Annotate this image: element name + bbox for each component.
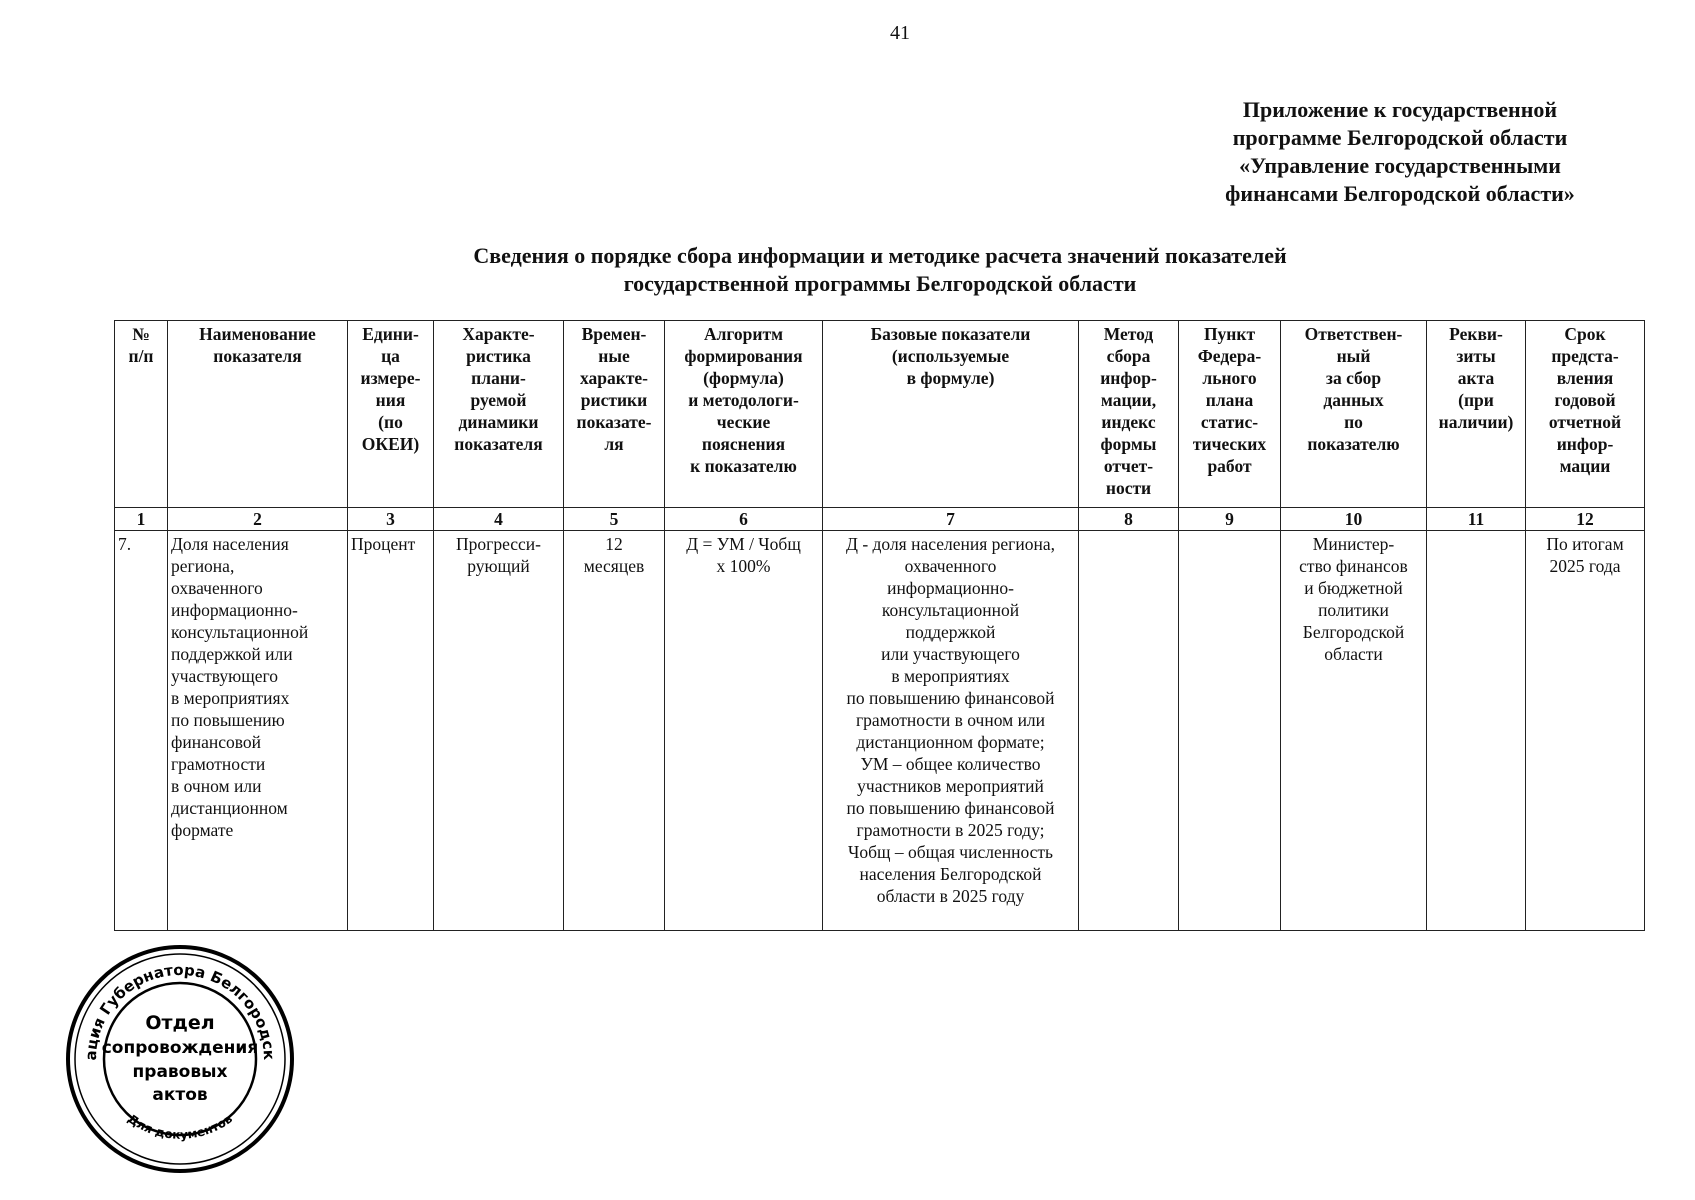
header-cell-requisites: Рекви- зиты акта (при наличии) bbox=[1427, 321, 1526, 508]
column-number: 8 bbox=[1079, 508, 1179, 531]
department-stamp bbox=[64, 943, 296, 1175]
column-number: 7 bbox=[823, 508, 1079, 531]
column-number: 10 bbox=[1281, 508, 1427, 531]
column-number: 6 bbox=[665, 508, 823, 531]
indicator-table bbox=[114, 320, 1645, 931]
header-cell-formula: Алгоритм формирования (формула) и методологи- ческие пояснения к показателю bbox=[665, 321, 823, 508]
header-cell-num: № п/п bbox=[115, 321, 168, 508]
stamp-inner-line: актов bbox=[152, 1085, 208, 1105]
cell-plan-item bbox=[1179, 531, 1281, 931]
column-number-row bbox=[115, 508, 1645, 531]
cell-base: Д - доля населения региона, охваченного информационно- консультационной поддержкой или участвующего в мероприятиях по повышению финансовой грамотности в очном или дистанционном формате; УМ – общее количество участников мероприятий по повышению финансовой грамотности в 2025 году; Чобщ – общая численность населения Белгородской области в 2025 году bbox=[823, 531, 1079, 931]
column-number: 11 bbox=[1427, 508, 1526, 531]
header-cell-name: Наименование показателя bbox=[168, 321, 348, 508]
column-number: 1 bbox=[115, 508, 168, 531]
stamp-inner-line: Отдел bbox=[145, 1012, 215, 1034]
column-number: 4 bbox=[434, 508, 564, 531]
column-number: 2 bbox=[168, 508, 348, 531]
cell-dynamics: Прогресси- рующий bbox=[434, 531, 564, 931]
stamp-inner-line: правовых bbox=[132, 1062, 228, 1082]
stamp-seal-image bbox=[64, 943, 296, 1175]
appendix-line: финансами Белгородской области» bbox=[1225, 181, 1575, 206]
cell-unit: Процент bbox=[348, 531, 434, 931]
column-number: 5 bbox=[564, 508, 665, 531]
appendix-line: программе Белгородской области bbox=[1232, 125, 1568, 150]
header-cell-base: Базовые показатели (используемые в формуле) bbox=[823, 321, 1079, 508]
header-cell-dynamics: Характе- ристика плани- руемой динамики показателя bbox=[434, 321, 564, 508]
table-row bbox=[115, 531, 1645, 931]
header-row bbox=[115, 321, 1645, 508]
cell-responsible: Министер- ство финансов и бюджетной политики Белгородской области bbox=[1281, 531, 1427, 931]
stamp-inner-line: сопровождения bbox=[101, 1038, 259, 1058]
appendix-line: «Управление государственными bbox=[1239, 153, 1561, 178]
cell-deadline: По итогам 2025 года bbox=[1526, 531, 1645, 931]
stamp-bottom-text: Для документов bbox=[125, 1111, 235, 1142]
cell-num: 7. bbox=[115, 531, 168, 931]
header-cell-plan-item: Пункт Федера- льного плана статис- тических работ bbox=[1179, 321, 1281, 508]
stamp-outer-text: ация Губернатора Белгородск bbox=[81, 960, 279, 1061]
appendix-line: Приложение к государственной bbox=[1242, 97, 1558, 122]
header-cell-time: Времен- ные характе- ристики показате- ля bbox=[564, 321, 665, 508]
stamp-inner-ring bbox=[104, 983, 256, 1135]
column-number: 3 bbox=[348, 508, 434, 531]
cell-requisites bbox=[1427, 531, 1526, 931]
title-line: Сведения о порядке сбора информации и методике расчета значений показателей bbox=[473, 243, 1287, 268]
document-title bbox=[380, 242, 1380, 298]
column-number: 9 bbox=[1179, 508, 1281, 531]
header-cell-responsible: Ответствен- ный за сбор данных по показателю bbox=[1281, 321, 1427, 508]
cell-time: 12 месяцев bbox=[564, 531, 665, 931]
cell-name: Доля населения региона, охваченного информационно- консультационной поддержкой или участвующего в мероприятиях по повышению финансовой грамотности в очном или дистанционном формате bbox=[168, 531, 348, 931]
appendix-heading bbox=[1180, 96, 1620, 208]
header-cell-deadline: Срок предста- вления годовой отчетной инфор- мации bbox=[1526, 321, 1645, 508]
column-number: 12 bbox=[1526, 508, 1645, 531]
title-line: государственной программы Белгородской области bbox=[623, 271, 1137, 296]
cell-formula: Д = УМ / Чобщ х 100% bbox=[665, 531, 823, 931]
header-cell-method: Метод сбора инфор- мации, индекс формы отчет- ности bbox=[1079, 321, 1179, 508]
page-number: 41 bbox=[890, 22, 910, 44]
header-cell-unit: Едини- ца измере- ния (по ОКЕИ) bbox=[348, 321, 434, 508]
cell-method bbox=[1079, 531, 1179, 931]
